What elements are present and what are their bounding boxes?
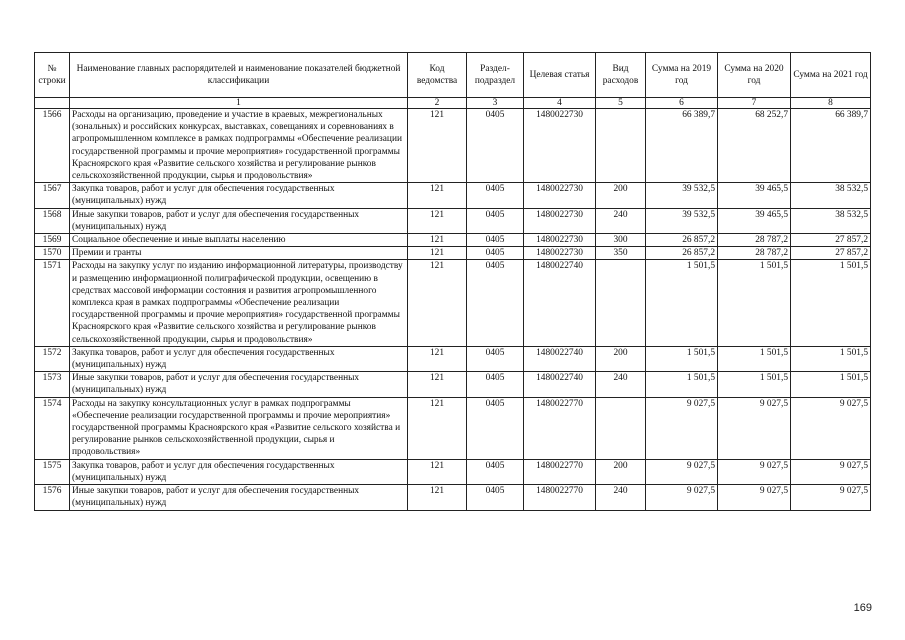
- target-article-cell: 1480022740: [524, 260, 596, 346]
- sum-2021-cell: 27 857,2: [791, 234, 871, 247]
- column-number: 8: [791, 98, 871, 109]
- expense-type-cell: [596, 397, 646, 459]
- row-name-cell: Иные закупки товаров, работ и услуг для обеспечения государственных (муниципальных) нужд: [70, 372, 408, 397]
- column-number: 4: [524, 98, 596, 109]
- section-cell: 0405: [467, 109, 524, 183]
- column-number: 5: [596, 98, 646, 109]
- section-cell: 0405: [467, 247, 524, 260]
- sum-2019-cell: 26 857,2: [646, 247, 718, 260]
- target-article-cell: 1480022730: [524, 247, 596, 260]
- target-article-cell: 1480022730: [524, 208, 596, 233]
- expense-type-cell: 200: [596, 346, 646, 371]
- target-article-cell: 1480022770: [524, 459, 596, 484]
- sum-2019-cell: 1 501,5: [646, 346, 718, 371]
- section-cell: 0405: [467, 183, 524, 208]
- header-department-code: Код ведомства: [408, 53, 467, 98]
- row-name-cell: Иные закупки товаров, работ и услуг для обеспечения государственных (муниципальных) нужд: [70, 485, 408, 510]
- sum-2020-cell: 1 501,5: [718, 260, 791, 346]
- row-number-cell: 1571: [35, 260, 70, 346]
- row-number-cell: 1574: [35, 397, 70, 459]
- row-number-cell: 1576: [35, 485, 70, 510]
- row-name-cell: Расходы на организацию, проведение и участие в краевых, межрегиональных (зональных) и российских конкурсах, выставках, совещаниях и соревнованиях в агропромышленном комплексе в рамках подпрограммы «Обеспечение реализации государственной программы и прочие мероприятия» государственной программы Красноярского края «Развитие сельского хозяйства и регулирование рынков сельскохозяйственной продукции, сырья и продовольствия»: [70, 109, 408, 183]
- row-number-cell: 1573: [35, 372, 70, 397]
- table-row: [35, 485, 871, 510]
- expense-type-cell: 240: [596, 208, 646, 233]
- table-row: [35, 183, 871, 208]
- table-row: [35, 346, 871, 371]
- sum-2020-cell: 9 027,5: [718, 459, 791, 484]
- row-name-cell: Премии и гранты: [70, 247, 408, 260]
- row-name-cell: Расходы на закупку услуг по изданию информационной литературы, производству и размещению информационной полиграфической продукции, освещению в средствах массовой информации состояния и развития агропромышленного комплекса края в рамках подпрограммы «Обеспечение реализации государственной программы и прочие мероприятия» государственной программы Красноярского края «Развитие сельского хозяйства и регулирование рынков сельскохозяйственной продукции, сырья и продовольствия»: [70, 260, 408, 346]
- sum-2020-cell: 39 465,5: [718, 208, 791, 233]
- sum-2019-cell: 39 532,5: [646, 183, 718, 208]
- row-number-cell: 1570: [35, 247, 70, 260]
- sum-2020-cell: 9 027,5: [718, 485, 791, 510]
- row-number-cell: 1569: [35, 234, 70, 247]
- sum-2020-cell: 68 252,7: [718, 109, 791, 183]
- sum-2020-cell: 28 787,2: [718, 247, 791, 260]
- table-row: [35, 459, 871, 484]
- department-code-cell: 121: [408, 397, 467, 459]
- sum-2021-cell: 38 532,5: [791, 208, 871, 233]
- target-article-cell: 1480022730: [524, 109, 596, 183]
- budget-table: [34, 52, 871, 511]
- header-sum-2019: Сумма на 2019 год: [646, 53, 718, 98]
- sum-2019-cell: 9 027,5: [646, 459, 718, 484]
- department-code-cell: 121: [408, 260, 467, 346]
- sum-2020-cell: 1 501,5: [718, 372, 791, 397]
- row-number-cell: 1566: [35, 109, 70, 183]
- expense-type-cell: 240: [596, 372, 646, 397]
- header-sum-2021: Сумма на 2021 год: [791, 53, 871, 98]
- expense-type-cell: 350: [596, 247, 646, 260]
- header-sum-2020: Сумма на 2020 год: [718, 53, 791, 98]
- department-code-cell: 121: [408, 109, 467, 183]
- target-article-cell: 1480022770: [524, 397, 596, 459]
- header-row-number: № строки: [35, 53, 70, 98]
- table-row: [35, 397, 871, 459]
- target-article-cell: 1480022730: [524, 183, 596, 208]
- sum-2019-cell: 66 389,7: [646, 109, 718, 183]
- expense-type-cell: 300: [596, 234, 646, 247]
- sum-2019-cell: 26 857,2: [646, 234, 718, 247]
- column-number-row: [35, 98, 871, 109]
- page-number: 169: [853, 602, 872, 614]
- row-number-cell: 1572: [35, 346, 70, 371]
- header-row: [35, 53, 871, 98]
- sum-2021-cell: 38 532,5: [791, 183, 871, 208]
- table-row: [35, 208, 871, 233]
- row-name-cell: Социальное обеспечение и иные выплаты населению: [70, 234, 408, 247]
- department-code-cell: 121: [408, 247, 467, 260]
- target-article-cell: 1480022740: [524, 346, 596, 371]
- expense-type-cell: [596, 260, 646, 346]
- sum-2020-cell: 28 787,2: [718, 234, 791, 247]
- sum-2019-cell: 1 501,5: [646, 260, 718, 346]
- sum-2019-cell: 1 501,5: [646, 372, 718, 397]
- row-number-cell: 1575: [35, 459, 70, 484]
- department-code-cell: 121: [408, 459, 467, 484]
- section-cell: 0405: [467, 234, 524, 247]
- sum-2021-cell: 66 389,7: [791, 109, 871, 183]
- section-cell: 0405: [467, 346, 524, 371]
- target-article-cell: 1480022740: [524, 372, 596, 397]
- sum-2019-cell: 39 532,5: [646, 208, 718, 233]
- department-code-cell: 121: [408, 183, 467, 208]
- sum-2021-cell: 1 501,5: [791, 260, 871, 346]
- section-cell: 0405: [467, 397, 524, 459]
- expense-type-cell: 200: [596, 459, 646, 484]
- row-name-cell: Иные закупки товаров, работ и услуг для обеспечения государственных (муниципальных) нужд: [70, 208, 408, 233]
- expense-type-cell: 240: [596, 485, 646, 510]
- table-row: [35, 234, 871, 247]
- row-name-cell: Закупка товаров, работ и услуг для обеспечения государственных (муниципальных) нужд: [70, 459, 408, 484]
- sum-2020-cell: 9 027,5: [718, 397, 791, 459]
- sum-2021-cell: 9 027,5: [791, 459, 871, 484]
- target-article-cell: 1480022730: [524, 234, 596, 247]
- header-expense-type: Вид расходов: [596, 53, 646, 98]
- department-code-cell: 121: [408, 372, 467, 397]
- column-number: 2: [408, 98, 467, 109]
- table-row: [35, 109, 871, 183]
- column-number: 6: [646, 98, 718, 109]
- sum-2021-cell: 1 501,5: [791, 372, 871, 397]
- sum-2021-cell: 1 501,5: [791, 346, 871, 371]
- header-target-article: Целевая статья: [524, 53, 596, 98]
- header-name: Наименование главных распорядителей и наименование показателей бюджетной классификации: [70, 53, 408, 98]
- department-code-cell: 121: [408, 208, 467, 233]
- column-number: 7: [718, 98, 791, 109]
- row-name-cell: Закупка товаров, работ и услуг для обеспечения государственных (муниципальных) нужд: [70, 346, 408, 371]
- sum-2020-cell: 39 465,5: [718, 183, 791, 208]
- sum-2021-cell: 27 857,2: [791, 247, 871, 260]
- section-cell: 0405: [467, 208, 524, 233]
- table-row: [35, 372, 871, 397]
- row-name-cell: Расходы на закупку консультационных услуг в рамках подпрограммы «Обеспечение реализации государственной программы и прочие мероприятия» государственной программы Красноярского края «Развитие сельского хозяйства и регулирование рынков сельскохозяйственной продукции, сырья и продовольствия»: [70, 397, 408, 459]
- sum-2021-cell: 9 027,5: [791, 485, 871, 510]
- budget-table-container: [34, 52, 870, 511]
- department-code-cell: 121: [408, 234, 467, 247]
- column-number-blank: [35, 98, 70, 109]
- expense-type-cell: [596, 109, 646, 183]
- section-cell: 0405: [467, 372, 524, 397]
- department-code-cell: 121: [408, 485, 467, 510]
- table-body: [35, 98, 871, 511]
- section-cell: 0405: [467, 485, 524, 510]
- column-number: 1: [70, 98, 408, 109]
- row-number-cell: 1568: [35, 208, 70, 233]
- table-row: [35, 260, 871, 346]
- header-section: Раздел-подраздел: [467, 53, 524, 98]
- section-cell: 0405: [467, 260, 524, 346]
- table-row: [35, 247, 871, 260]
- expense-type-cell: 200: [596, 183, 646, 208]
- row-number-cell: 1567: [35, 183, 70, 208]
- row-name-cell: Закупка товаров, работ и услуг для обеспечения государственных (муниципальных) нужд: [70, 183, 408, 208]
- department-code-cell: 121: [408, 346, 467, 371]
- sum-2021-cell: 9 027,5: [791, 397, 871, 459]
- column-number: 3: [467, 98, 524, 109]
- section-cell: 0405: [467, 459, 524, 484]
- sum-2020-cell: 1 501,5: [718, 346, 791, 371]
- sum-2019-cell: 9 027,5: [646, 397, 718, 459]
- target-article-cell: 1480022770: [524, 485, 596, 510]
- sum-2019-cell: 9 027,5: [646, 485, 718, 510]
